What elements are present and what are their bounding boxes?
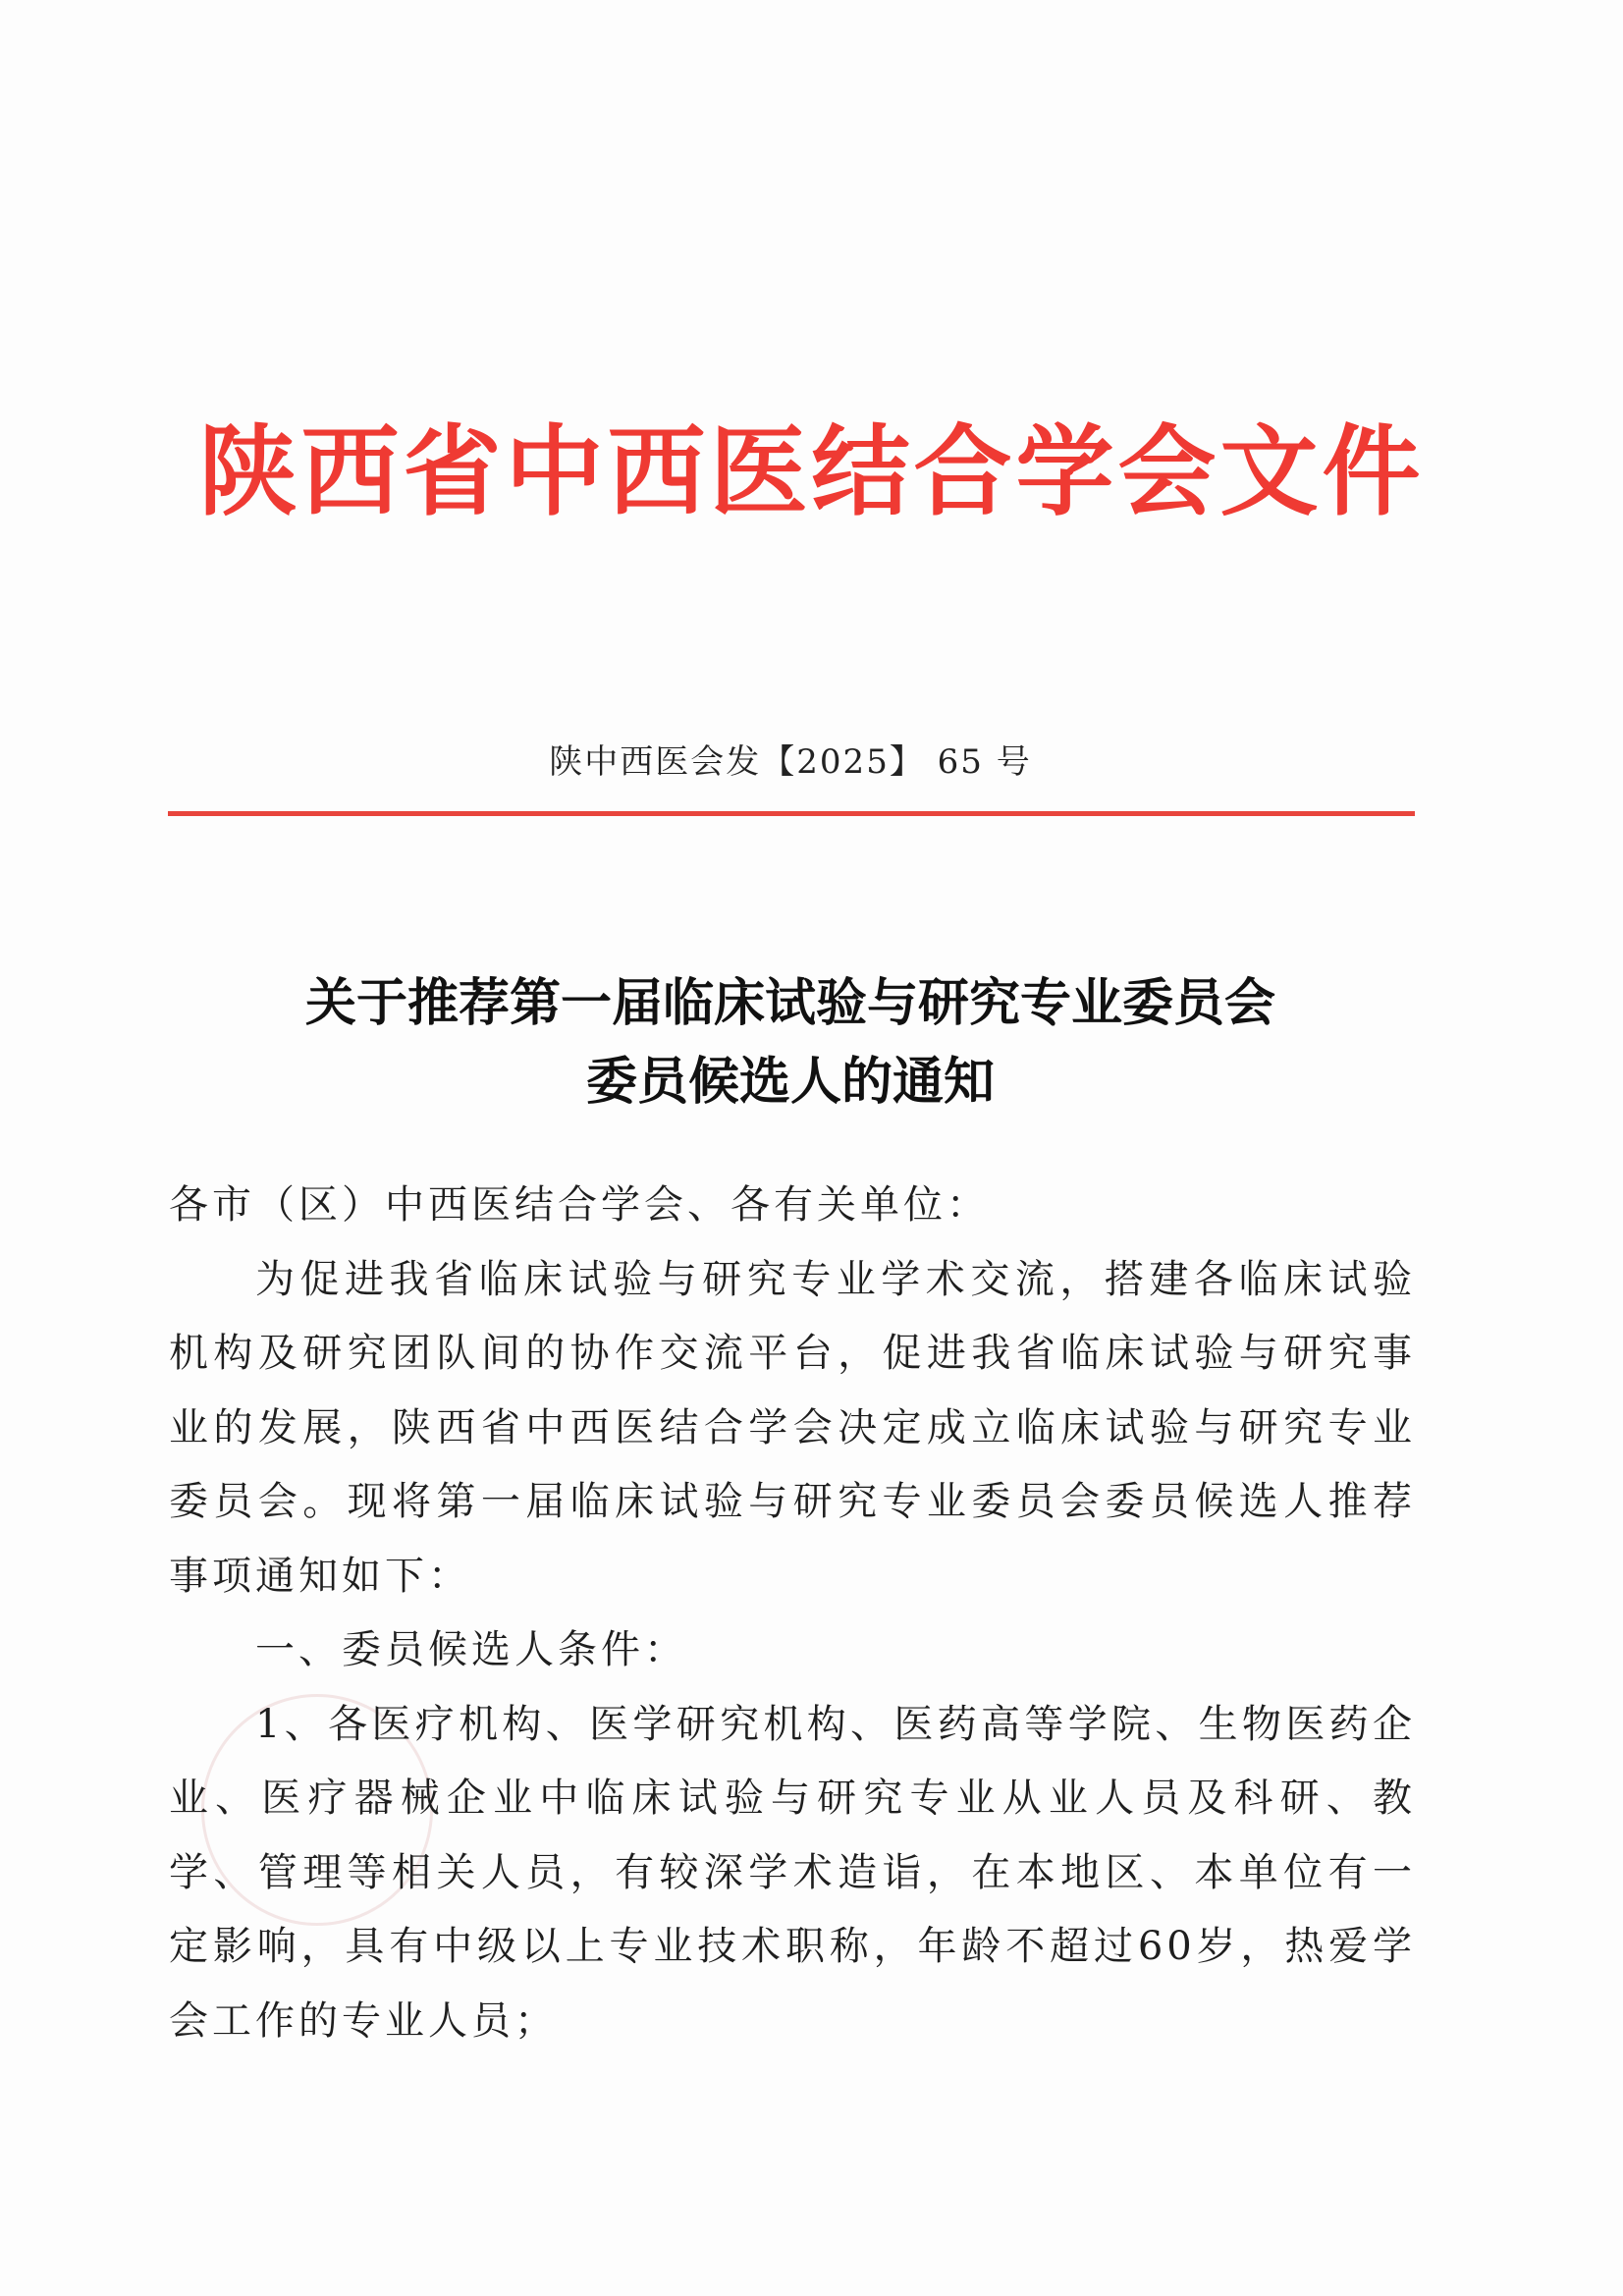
section-heading-1: 一、委员候选人条件： bbox=[255, 1627, 687, 1672]
paragraph-intro: 为促进我省临床试验与研究专业学术交流，搭建各临床试验机构及研究团队间的协作交流平台，促进我省临床试验与研究事业的发展，陕西省中西医结合学会决定成立临床试验与研究专业委员会。现将第一届临床试验与研究专业委员会委员候选人推荐事项通知如下： bbox=[169, 1256, 1416, 1599]
list-item-1: 1、各医疗机构、医学研究机构、医药高等学院、生物医药企业、医疗器械企业中临床试验与研究专业从业人员及科研、教学、管理等相关人员，有较深学术造诣，在本地区、本单位有一定影响，具有中级以上专业技术职称，年龄不超过60岁，热爱学会工作的专业人员； bbox=[169, 1701, 1416, 2044]
salutation: 各市（区）中西医结合学会、各有关单位： bbox=[169, 1182, 990, 1228]
document-number: 陕中西医会发【2025】 65 号 bbox=[549, 742, 1032, 782]
document-title-line-1: 关于推荐第一届临床试验与研究专业委员会 bbox=[304, 974, 1275, 1033]
organization-header: 陕西省中西医结合学会文件 bbox=[198, 413, 1425, 529]
document-title bbox=[0, 964, 1581, 1121]
red-divider-line bbox=[168, 811, 1415, 816]
document-title-line-2: 委员候选人的通知 bbox=[585, 1053, 995, 1112]
document-body bbox=[169, 1169, 1416, 2058]
